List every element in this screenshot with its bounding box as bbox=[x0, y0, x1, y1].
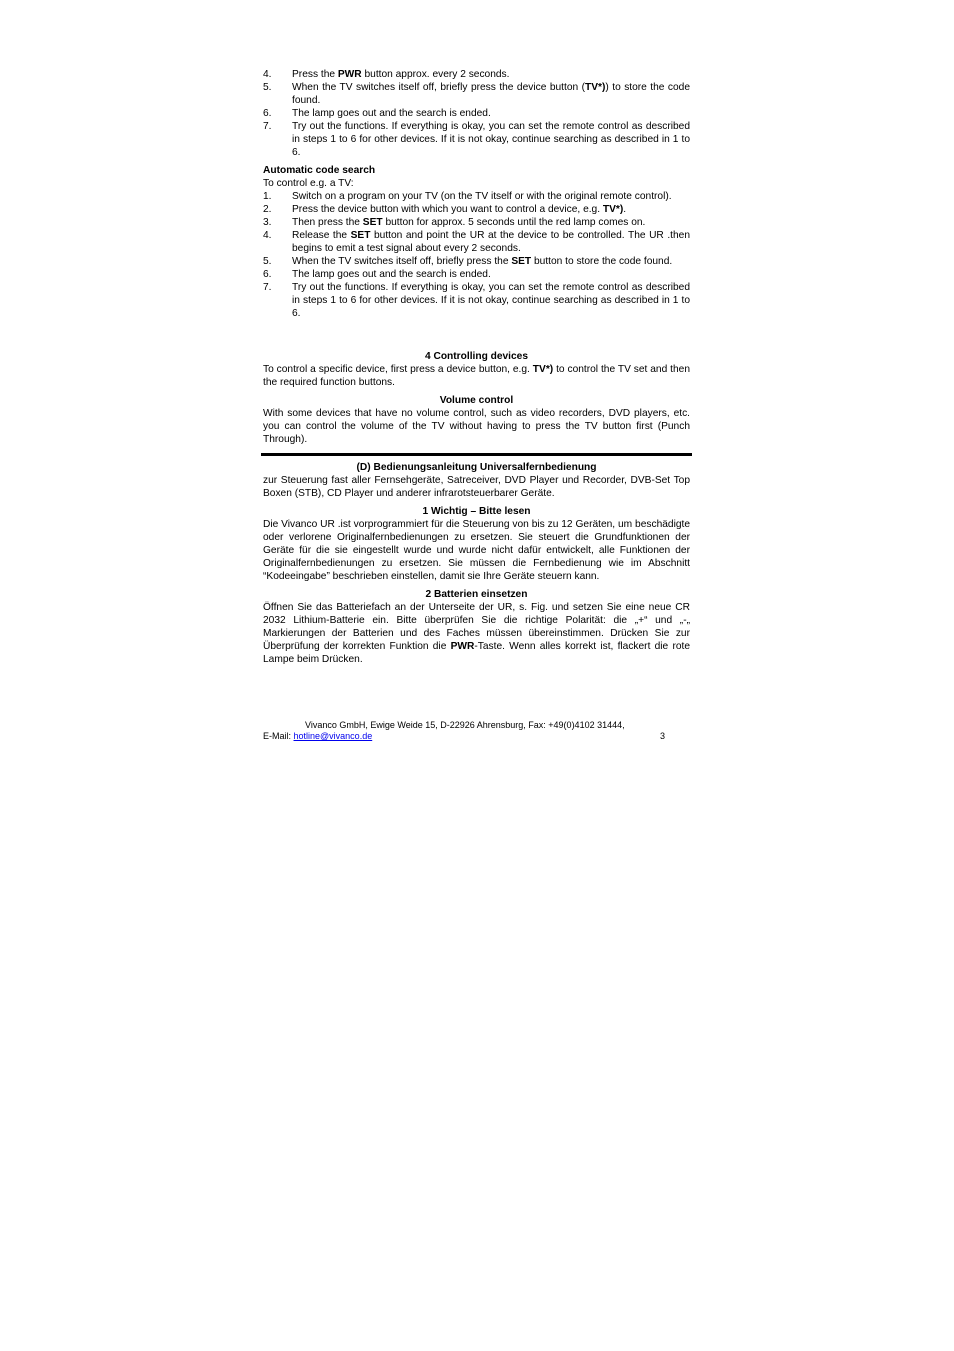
volume-control-section bbox=[263, 394, 690, 446]
section-heading: 1 Wichtig – Bitte lesen bbox=[422, 506, 531, 517]
paragraph: zur Steuerung fast aller Fernsehgeräte, Satreceiver, DVD Player und Recorder, DVB-Set Top Boxen (STB), CD Player und anderer infrarotsteuerbarer Geräte. bbox=[263, 475, 690, 499]
section-heading: 4 Controlling devices bbox=[424, 351, 529, 362]
email-link[interactable]: hotline@vivanco.de bbox=[293, 731, 373, 741]
page-number: 3 bbox=[660, 731, 666, 741]
list-item: 5. When the TV switches itself off, briefly press the SET button to store the code found. bbox=[263, 256, 673, 267]
paragraph: Die Vivanco UR .ist vorprogrammiert für die Steuerung von bis zu 12 Geräten, um beschädigte oder verlorene Originalfernbedienungen zu ersetzen. Sie steuert die Grundfunktionen der Geräte für die sie eingestellt wurde und wurde nicht dafür entwickelt, alle Funktionen der Originalfernbedienungen zu ersetzen. Sie müssen die Fernbedienung wie im Abschnitt “Kodeeingabe” beschrieben einstellen, damit sie Ihre Geräte steuern kann. bbox=[263, 519, 690, 582]
automatic-code-search-section bbox=[263, 164, 690, 320]
section-intro: To control e.g. a TV: bbox=[263, 178, 354, 189]
list-item: 5. When the TV switches itself off, briefly press the device button (TV*)) to store the code found. bbox=[263, 82, 690, 106]
footer-email: E-Mail: hotline@vivanco.de bbox=[263, 731, 373, 741]
list-item: 4. Press the PWR button approx. every 2 seconds. bbox=[263, 69, 510, 80]
list-item: 1. Switch on a program on your TV (on the TV itself or with the original remote control). bbox=[263, 191, 672, 202]
list-item: 7. Try out the functions. If everything is okay, you can set the remote control as described in steps 1 to 6 for other devices. If it is not okay, continue searching as described in 1 to 6. bbox=[263, 282, 690, 319]
paragraph: With some devices that have no volume control, such as video recorders, DVD players, etc. you can control the volume of the TV without having to press the TV button first (Punch Through). bbox=[263, 408, 690, 445]
german-manual-section bbox=[263, 461, 690, 666]
list-item: 7. Try out the functions. If everything is okay, you can set the remote control as described in steps 1 to 6 for other devices. If it is not okay, continue searching as described in 1 to 6. bbox=[263, 121, 690, 158]
paragraph: To control a specific device, first press a device button, e.g. TV*) to control the TV set and then the required function buttons. bbox=[263, 364, 690, 388]
list-item: 6. The lamp goes out and the search is ended. bbox=[263, 269, 491, 280]
section-heading: 2 Batterien einsetzen bbox=[425, 589, 528, 600]
section-heading: Volume control bbox=[439, 395, 514, 406]
list-item: 6. The lamp goes out and the search is ended. bbox=[263, 108, 491, 119]
footer-address: Vivanco GmbH, Ewige Weide 15, D-22926 Ahrensburg, Fax: +49(0)4102 31444, bbox=[305, 720, 625, 730]
section-divider bbox=[261, 453, 692, 456]
manual-title: (D) Bedienungsanleitung Universalfernbedienung bbox=[356, 462, 597, 473]
list-item: 4. Release the SET button and point the UR at the device to be controlled. The UR .then begins to emit a test signal about every 2 seconds. bbox=[263, 230, 690, 254]
paragraph: Öffnen Sie das Batteriefach an der Unterseite der UR, s. Fig. und setzen Sie eine neue CR 2032 Lithium-Batterie ein. Bitte überprüfen Sie die richtige Polarität: die „+“ und „-„ Markierungen der Batterien und des Faches müssen übereinstimmen. Drücken Sie zur Überprüfung der korrekten Funktion die PWR-Taste. Wenn alles korrekt ist, flackert die rote Lampe beim Drücken. bbox=[263, 602, 690, 665]
list-item: 3. Then press the SET button for approx. 5 seconds until the red lamp comes on. bbox=[263, 217, 646, 228]
list-item: 2. Press the device button with which you want to control a device, e.g. TV*). bbox=[263, 204, 627, 215]
controlling-devices-section bbox=[263, 350, 690, 389]
section-heading: Automatic code search bbox=[263, 165, 376, 176]
top-steps-list bbox=[263, 68, 690, 159]
